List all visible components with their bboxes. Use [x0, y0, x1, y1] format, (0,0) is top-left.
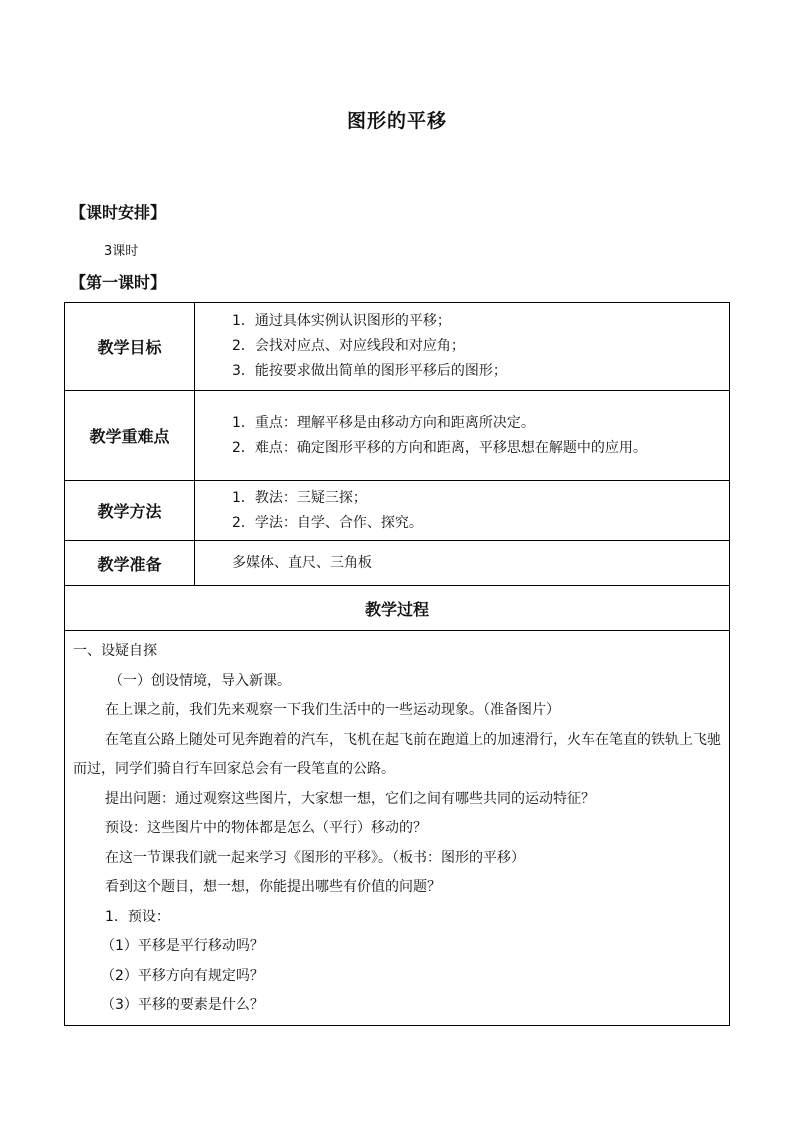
list-item: 多媒体、直尺、三角板: [232, 554, 372, 571]
lesson-plan-table: [64, 302, 730, 1026]
process-content: [65, 631, 730, 1026]
table-row: [65, 481, 730, 541]
row-label-key-points: 教学重难点: [65, 391, 195, 481]
list-item: 1．教法：三疑三探；: [232, 489, 367, 506]
process-paragraph: 在笔直公路上随处可见奔跑着的汽车，飞机在起飞前在跑道上的加速滑行，火车在笔直的铁轨上飞驰而过，同学们骑自行车回家总会有一段笔直的公路。: [73, 731, 721, 777]
list-item: 2．会找对应点、对应线段和对应角；: [232, 338, 465, 354]
row-label-preparation: 教学准备: [65, 541, 195, 586]
row-content-goals: [195, 303, 730, 391]
table-row: [65, 541, 730, 586]
schedule-heading: 【课时安排】: [70, 203, 167, 222]
list-item: 3．能按要求做出简单的图形平移后的图形；: [232, 363, 507, 379]
list-item: 2．难点：确定图形平移的方向和距离，平移思想在解题中的应用。: [232, 439, 647, 456]
document-title: 图形的平移: [346, 110, 447, 132]
row-label-methods: 教学方法: [65, 481, 195, 541]
process-paragraph: 预设：这些图片中的物体都是怎么（平行）移动的？: [105, 820, 427, 836]
list-item: 1．通过具体实例认识图形的平移；: [232, 313, 451, 329]
process-heading: 教学过程: [65, 586, 730, 631]
list-item: （3）平移的要素是什么？: [101, 997, 264, 1013]
table-row: [65, 391, 730, 481]
process-paragraph: 在上课之前，我们先来观察一下我们生活中的一些运动现象。（准备图片）: [105, 702, 560, 718]
row-content-key-points: [195, 391, 730, 481]
list-item: 1．重点：理解平移是由移动方向和距离所决定。: [232, 414, 535, 431]
list-item: （1）平移是平行移动吗？: [101, 938, 264, 954]
row-content-preparation: [195, 541, 730, 586]
row-content-methods: [195, 481, 730, 541]
process-paragraph: 提出问题：通过观察这些图片，大家想一想，它们之间有哪些共同的运动特征？: [105, 790, 595, 807]
process-subheading: （一）创设情境，导入新课。: [109, 672, 291, 689]
list-item: （2）平移方向有规定吗？: [101, 967, 264, 984]
table-row: [65, 586, 730, 631]
process-paragraph: 1．预设：: [105, 908, 170, 925]
table-row: [65, 303, 730, 391]
process-section-heading: 一、设疑自探: [73, 643, 157, 659]
list-item: 2．学法：自学、合作、探究。: [232, 514, 423, 531]
process-paragraph: 在这一节课我们就一起来学习《图形的平移》。（板书：图形的平移）: [105, 849, 525, 866]
first-lesson-heading: 【第一课时】: [70, 273, 167, 292]
process-paragraph: 看到这个题目，想一想，你能提出哪些有价值的问题？: [105, 879, 441, 895]
schedule-value: 3课时: [104, 244, 139, 259]
row-label-goals: 教学目标: [65, 303, 195, 391]
table-row: [65, 631, 730, 1026]
